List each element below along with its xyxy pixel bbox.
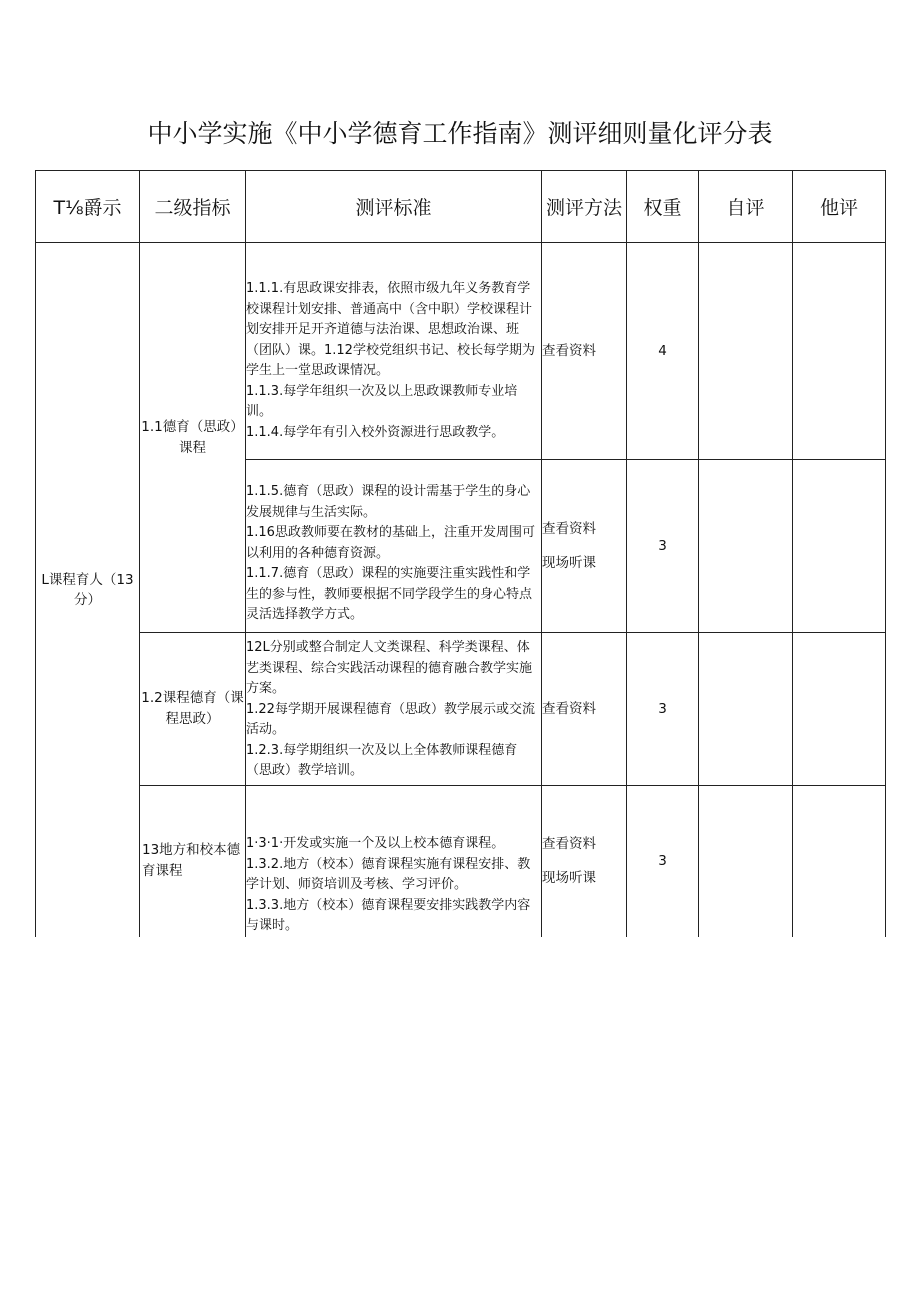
criteria-item: 1.2.3.每学期组织一次及以上全体教师课程德育（思政）教学培训。 <box>246 742 518 779</box>
self-score-cell[interactable] <box>699 243 793 460</box>
method-cell <box>542 243 627 460</box>
method-cell <box>542 460 627 633</box>
criteria-item: 1.1.7.德育（思政）课程的实施要注重实践性和学生的参与性，教师要根据不同学段学生的身心特点灵活选择教学方式。 <box>246 566 533 623</box>
criteria-item: 1.1.5.德育（思政）课程的设计需基于学生的身心发展规律与生活实际。 <box>246 484 531 520</box>
level2-label: 1.1德育（思政）课程 <box>141 418 244 456</box>
level1-cell <box>36 243 140 937</box>
method-cell <box>542 786 627 937</box>
level2-label: 1.2课程德育（课程思政） <box>141 690 244 727</box>
other-score-cell[interactable] <box>793 460 886 633</box>
level2-label: 13地方和校本德育课程 <box>142 842 241 880</box>
method-item: 查看资料 <box>542 701 596 717</box>
method-item: 查看资料 <box>542 521 596 537</box>
self-score-cell[interactable] <box>699 786 793 937</box>
header-method: 测评方法 <box>542 171 627 243</box>
method-cell <box>542 633 627 786</box>
weight-cell: 3 <box>627 633 699 786</box>
method-item: 查看资料 <box>542 836 596 853</box>
evaluation-table <box>35 170 886 937</box>
criteria-cell <box>246 243 542 460</box>
criteria-item: 1.3.2.地方（校本）德育课程实施有课程安排、教学计划、师资培训及考核、学习评价。 <box>246 856 531 892</box>
method-item: 现场听课 <box>542 870 596 887</box>
self-score-cell[interactable] <box>699 633 793 786</box>
criteria-item: 1.16思政教师要在教材的基础上，注重开发周围可以利用的各种德育资源。 <box>246 525 535 561</box>
header-criteria: 测评标准 <box>246 171 542 243</box>
self-score-cell[interactable] <box>699 460 793 633</box>
header-self: 自评 <box>699 171 793 243</box>
header-level1: T⅛爵示 <box>36 171 140 243</box>
table-row <box>36 633 886 786</box>
criteria-cell <box>246 633 542 786</box>
level2-cell <box>140 786 246 937</box>
header-level2: 二级指标 <box>140 171 246 243</box>
weight-cell: 4 <box>627 243 699 460</box>
header-row <box>36 171 886 243</box>
other-score-cell[interactable] <box>793 786 886 937</box>
criteria-item: 1.1.1.有思政课安排表，依照市级九年义务教育学校课程计划安排、普通高中（含中职）学校课程计划安排开足开齐道德与法治课、思想政治课、班（团队）课。1.12学校党组织书记、校长每学期为学生上一堂思政课情况。 <box>246 281 535 378</box>
criteria-item: 1.1.4.每学年有引入校外资源进行思政教学。 <box>246 424 505 440</box>
criteria-item: 12L分别或整合制定人文类课程、科学类课程、体艺类课程、综合实践活动课程的德育融合教学实施方案。 <box>246 640 533 697</box>
criteria-item: 1.1.3.每学年组织一次及以上思政课教师专业培训。 <box>246 383 518 419</box>
header-weight: 权重 <box>627 171 699 243</box>
criteria-item: 1·3·1·开发或实施一个及以上校本德育课程。 <box>246 836 505 851</box>
criteria-cell <box>246 786 542 937</box>
level2-cell <box>140 633 246 786</box>
criteria-item: 1.22每学期开展课程德育（思政）教学展示或交流活动。 <box>246 701 535 738</box>
table-row <box>36 786 886 937</box>
header-other: 他评 <box>793 171 886 243</box>
other-score-cell[interactable] <box>793 243 886 460</box>
weight-cell: 3 <box>627 786 699 937</box>
method-item: 查看资料 <box>542 343 596 359</box>
level1-label: L课程育人（13分） <box>41 571 134 608</box>
level2-cell <box>140 243 246 633</box>
method-item: 现场听课 <box>542 555 596 571</box>
criteria-item: 1.3.3.地方（校本）德育课程要安排实践教学内容与课时。 <box>246 897 531 933</box>
table-row <box>36 243 886 460</box>
other-score-cell[interactable] <box>793 633 886 786</box>
page-title: 中小学实施《中小学德育工作指南》测评细则量化评分表 <box>147 119 773 148</box>
weight-cell: 3 <box>627 460 699 633</box>
criteria-cell <box>246 460 542 633</box>
